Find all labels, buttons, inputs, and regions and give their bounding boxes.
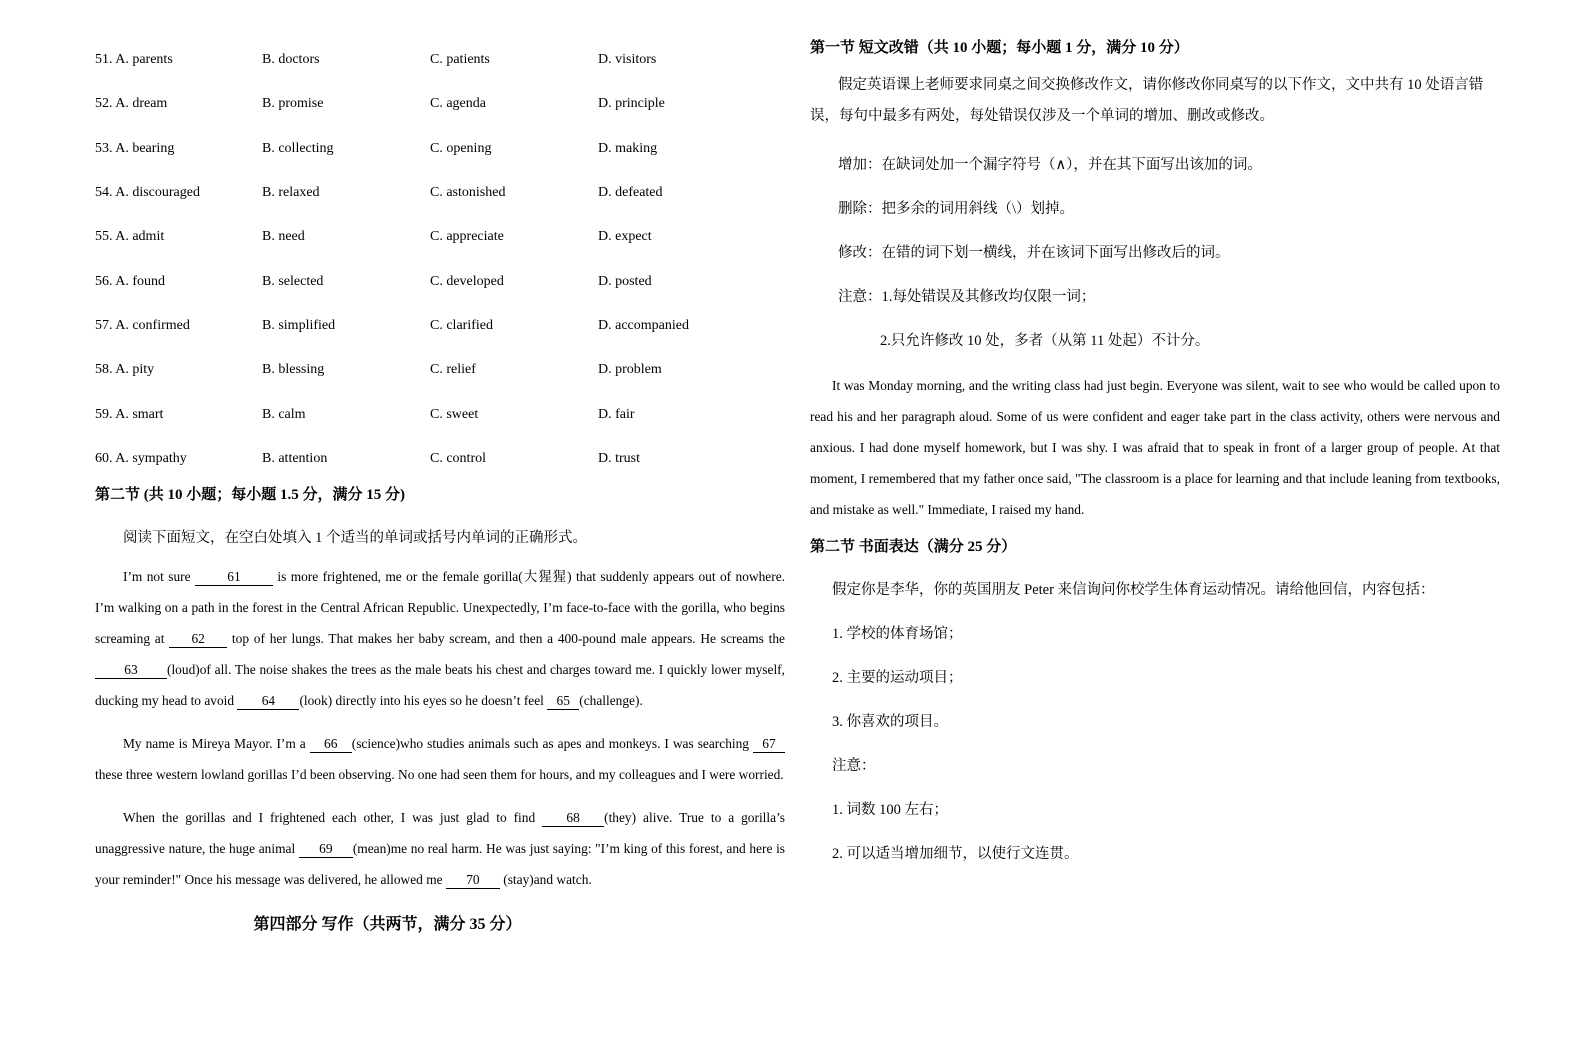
writing-item-2: 2. 主要的运动项目； [832,670,963,686]
right-column [810,38,1500,865]
rule-add: 增加：在缺词处加一个漏字符号（∧），并在其下面写出该加的词。 [838,157,1262,173]
blank-61[interactable]: 61 [195,569,273,586]
writing-section-title: 第二节 书面表达（满分 25 分） [810,539,1017,555]
choice-row: 52. A. dream B. promise C. agenda D. principle [95,96,665,112]
choice-row: 53. A. bearing B. collecting C. opening D. making [95,140,658,156]
section2-title: 第二节 (共 10 小题；每小题 1.5 分，满分 15 分) [95,486,405,503]
choice-row: 56. A. found B. selected C. developed D. posted [95,273,652,289]
choice-row: 58. A. pity B. blessing C. relief D. problem [95,362,662,378]
blank-65[interactable]: 65 [547,693,579,710]
blank-68[interactable]: 68 [542,810,604,827]
choice-row: 57. A. confirmed B. simplified C. clarified D. accompanied [95,317,689,333]
choice-row: 54. A. discouraged B. relaxed C. astonished D. defeated [95,185,663,201]
blank-62[interactable]: 62 [169,631,227,648]
blank-69[interactable]: 69 [299,841,353,858]
blank-66[interactable]: 66 [310,736,352,753]
left-column [95,38,785,934]
blank-64[interactable]: 64 [237,693,299,710]
writing-item-3: 3. 你喜欢的项目。 [832,714,948,730]
passage-paragraph-3: When the gorillas and I frightened each other, I was just glad to find 68 (they) alive. True to a gorilla’s unaggressive nature, the huge animal 69 (mean)me no real harm. He was just saying: "I’m king of this forest, and here is your reminder!" Once his message was delivered, he allowed me 70 (stay)and watch. [95,809,785,887]
writing-item-1: 1. 学校的体育场馆； [832,626,963,642]
note-2: 2.只允许修改 10 处，多者（从第 11 处起）不计分。 [880,333,1210,349]
rule-delete: 删除：把多余的词用斜线（\）划掉。 [838,201,1075,217]
writing-note-label: 注意： [832,758,876,774]
blank-67[interactable]: 67 [753,736,785,753]
essay-text: It was Monday morning, and the writing class had just begin. Everyone was silent, wait to see who would be called upon to read his and her paragraph aloud. Some of us were confident and eager take part in the class activity, others were nervous and anxious. I had done myself homework, but I was shy. I was afraid that to speak in front of a larger group of people. At that moment, I remembered that my father once said, "The classroom is a place for learning and that include leaning from textbooks, and mistake as well." Immediate, I raised my hand. [810,378,1500,517]
note-1: 注意：1.每处错误及其修改均仅限一词； [838,289,1096,305]
choice-row: 51. A. parents B. doctors C. patients D. visitors [95,52,657,68]
writing-note-1: 1. 词数 100 左右； [832,802,948,818]
passage-paragraph-2: My name is Mireya Mayor. I’m a 66 (science)who studies animals such as apes and monkeys. I was searching 67 these three western lowland gorillas I’d been observing. No one had seen them for hours, and my colleagues and I were worried. [95,735,784,782]
choice-row: 55. A. admit B. need C. appreciate D. expect [95,229,652,245]
correction-intro: 假定英语课上老师要求同桌之间交换修改作文，请你修改你同桌写的以下作文，文中共有 10 处语言错误，每句中最多有两处，每处错误仅涉及一个单词的增加、删改或修改。 [810,77,1484,124]
part4-heading: 第四部分 写作（共两节，满分 35 分） [253,915,522,933]
rule-modify: 修改：在错的词下划一横线，并在该词下面写出修改后的词。 [838,245,1230,261]
choice-list [95,38,785,481]
choice-row: 59. A. smart B. calm C. sweet D. fair [95,406,635,422]
blank-70[interactable]: 70 [446,872,500,889]
passage-paragraph-1: I’m not sure 61 is more frightened, me or the female gorilla(大猩猩) that suddenly appears out of nowhere. I’m walking on a path in the forest in the Central African Republic. Unexpectedly, I’m face-to-face with the gorilla, who begins screaming at 62 top of her lungs. That makes her baby scream, and then a 400-pound male appears. He screams the 63 (loud)of all. The noise shakes the trees as the male beats his chest and charges toward me. I quickly lower myself, ducking my head to avoid 64 (look) directly into his eyes so he doesn’t feel 65 (challenge). [95,568,785,708]
blank-63[interactable]: 63 [95,662,167,679]
correction-section-title: 第一节 短文改错（共 10 小题；每小题 1 分，满分 10 分） [810,40,1189,56]
writing-intro: 假定你是李华，你的英国朋友 Peter 来信询问你校学生体育运动情况。请给他回信，内容包括： [832,582,1435,598]
choice-row: 60. A. sympathy B. attention C. control D. trust [95,450,640,466]
section2-instruction: 阅读下面短文，在空白处填入 1 个适当的单词或括号内单词的正确形式。 [123,529,587,546]
writing-note-2: 2. 可以适当增加细节，以使行文连贯。 [832,846,1079,862]
